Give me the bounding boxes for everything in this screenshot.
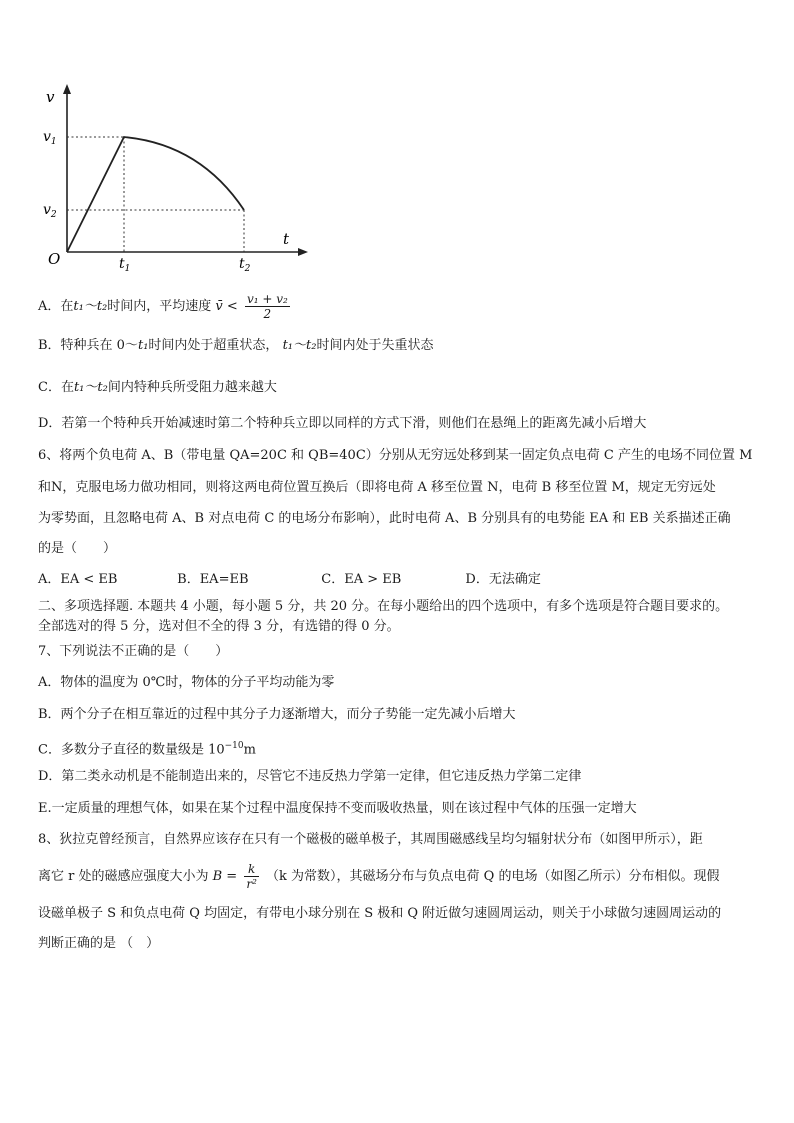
q6-stem-line3: 为零势面，且忽略电荷 A、B 对点电荷 C 的电场分布影响），此时电荷 A、B 分别具有的电势能 EA 和 EB 关系描述正确 (38, 511, 731, 526)
axis-v-label: v (46, 88, 55, 106)
q5-a-vbar: v̄ < (215, 299, 238, 314)
q7-option-b: B．两个分子在相互靠近的过程中其分子力逐渐增大，而分子势能一定先减小后增大 (38, 707, 516, 722)
q6-stem-line4: 的是（ ） (38, 541, 117, 556)
section2-line1: 二、多项选择题. 本题共 4 小题，每小题 5 分，共 20 分。在每小题给出的四个选项中，有多个选项是符合题目要求的。 (38, 599, 729, 614)
q8-line3: 设磁单极子 S 和负点电荷 Q 均固定，有带电小球分别在 S 极和 Q 附近做匀速圆周运动，则关于小球做匀速圆周运动的 (38, 906, 722, 921)
q6-stem-line1: 6、将两个负电荷 A、B（带电量 QA=20C 和 QB=40C）分别从无穷远处移到某一固定负点电荷 C 产生的电场不同位置 M (38, 448, 753, 463)
q8-line2-prefix: 离它 r 处的磁感应强度大小为 (38, 869, 209, 884)
q5-b-t2: ～t₂ (293, 338, 317, 353)
q5-a-mid: 时间内，平均速度 (107, 299, 212, 314)
q7-c-prefix: C．多数分子直径的数量级是 10 (38, 742, 225, 758)
v2-label: $v_2$ (43, 202, 57, 220)
q5-a-denominator: 2 (263, 307, 272, 321)
t2-label: $t_2$ (239, 256, 251, 272)
q5-c-prefix: C．在 (38, 380, 74, 395)
section2-line2: 全部选对的得 5 分，选对但不全的得 3 分，有选错的得 0 分。 (38, 619, 400, 634)
q6-option-c: C．EA > EB (321, 572, 402, 587)
q8-formula-numerator: k (244, 862, 259, 877)
q8-formula-denominator: r² (246, 877, 257, 891)
t1-label: $t_1$ (119, 256, 131, 272)
q5-b-t1b: t₁ (282, 338, 293, 353)
q7-option-a: A．物体的温度为 0℃时，物体的分子平均动能为零 (38, 675, 335, 690)
velocity-curve (67, 137, 244, 252)
q5-c-t2: ～t₂ (84, 380, 108, 395)
q5-c-post: 间内特种兵所受阻力越来越大 (107, 380, 277, 395)
q8-line2-post: （k 为常数），其磁场分布与负点电荷 Q 的电场（如图乙所示）分布相似。现假 (266, 869, 720, 884)
q8-line4: 判断正确的是 （ ） (38, 936, 160, 951)
q6-options (38, 570, 541, 590)
q5-a-numerator: v₁ + v₂ (246, 292, 288, 306)
q5-b-t1: t₁ (137, 338, 149, 353)
t-axis-arrow (298, 248, 308, 256)
v-axis-arrow (63, 84, 71, 94)
q7-c-unit: m (243, 742, 256, 758)
q6-option-b: B．EA=EB (177, 572, 249, 587)
velocity-time-graph (40, 82, 310, 272)
q8-line1: 8、狄拉克曾经预言，自然界应该存在只有一个磁极的磁单极子，其周围磁感线呈均匀辐射状分布（如图甲所示），距 (38, 832, 703, 847)
q7-c-exponent: −10 (224, 741, 244, 751)
q5-b-post: 时间内处于失重状态 (316, 338, 434, 353)
q5-option-c (38, 378, 277, 398)
q5-a-t1: t₁ (73, 299, 84, 314)
q7-option-c (38, 736, 256, 760)
q8-formula-fraction (244, 862, 259, 891)
q5-option-b (38, 336, 433, 356)
q5-option-d: D．若第一个特种兵开始减速时第二个特种兵立即以同样的方式下滑，则他们在悬绳上的距离先减小后增大 (38, 416, 647, 431)
q5-a-fraction (245, 292, 290, 321)
q7-option-d: D．第二类永动机是不能制造出来的，尽管它不违反热力学第一定律，但它违反热力学第二定律 (38, 769, 582, 784)
q5-c-t1: t₁ (73, 380, 85, 395)
v1-label: $v_1$ (43, 129, 57, 147)
q5-a-t2: ～t₂ (83, 299, 108, 314)
axis-t-label: t (283, 230, 290, 248)
q5-option-a (38, 292, 293, 321)
q6-option-d: D．无法确定 (465, 572, 541, 587)
q5-a-prefix: A．在 (38, 299, 74, 314)
q6-option-a: A．EA < EB (38, 572, 118, 587)
q5-b-mid: 时间内处于超重状态， (148, 338, 279, 353)
q8-line2 (38, 862, 719, 891)
q5-b-prefix: B．特种兵在 0～ (38, 338, 138, 353)
q8-formula-lhs: B = (212, 869, 238, 884)
q7-option-e: E.一定质量的理想气体，如果在某个过程中温度保持不变而吸收热量，则在该过程中气体的压强一定增大 (38, 801, 637, 816)
q6-stem-line2: 和N，克服电场力做功相同，则将这两电荷位置互换后（即将电荷 A 移至位置 N，电荷 B 移至位置 M，规定无穷远处 (38, 480, 716, 495)
origin-label: O (48, 250, 61, 268)
q7-stem: 7、下列说法不正确的是（ ） (38, 644, 229, 659)
